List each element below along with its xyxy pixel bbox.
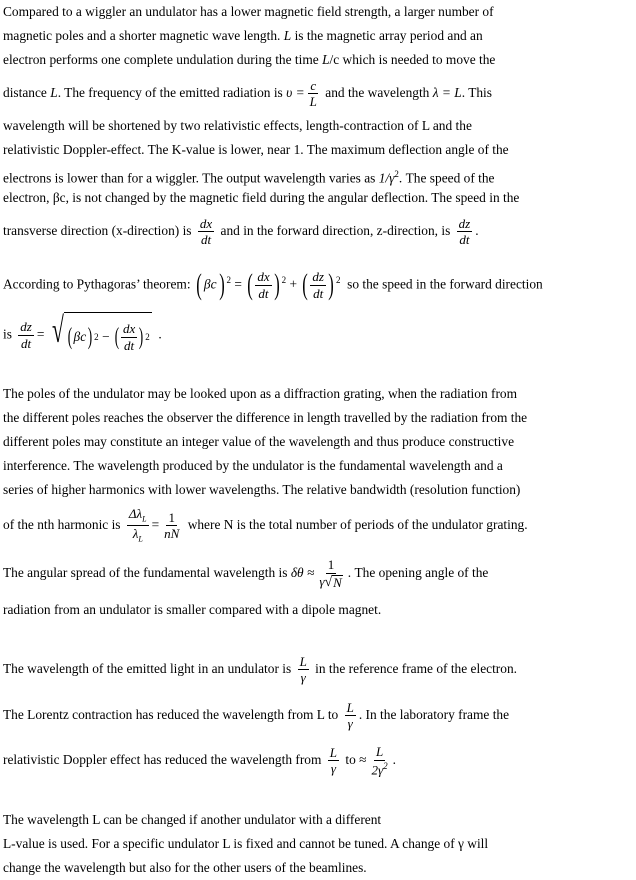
numerator: L (375, 744, 384, 760)
numerator: L (346, 699, 354, 715)
fraction-bandwidth (127, 507, 149, 544)
paren: ) (273, 268, 280, 302)
radical-sign: √ (324, 574, 333, 590)
operator: − (102, 329, 110, 344)
operator: + (289, 276, 298, 292)
operator: = (234, 276, 242, 292)
numerator: c (310, 77, 317, 93)
text-line (3, 482, 520, 498)
denominator: γ (300, 670, 306, 686)
exponent: 2 (226, 275, 232, 285)
text-line (3, 552, 488, 594)
exponent: 2 (94, 332, 99, 342)
text: electron, βc, is not changed by the magnetic field during the angular deflection. The speed in the (3, 190, 520, 205)
text-line (3, 434, 514, 450)
exponent: 2 (281, 275, 287, 285)
text: . In the laboratory frame the (358, 707, 510, 722)
fraction-L-over-2gamma2 (370, 745, 390, 777)
fraction-L-over-gamma (345, 701, 356, 731)
symbol: L (283, 28, 292, 43)
operator: ≈ (359, 752, 367, 767)
text: is the magnetic array period and an (294, 28, 483, 43)
text: distance (3, 85, 47, 100)
exponent: 2 (145, 332, 150, 342)
text: electrons is lower than for a wiggler. The output wavelength varies as (3, 170, 376, 186)
text: radiation from an undulator is smaller compared with a dipole magnet. (3, 602, 382, 617)
text: . The frequency of the emitted radiation is (57, 85, 283, 100)
text-line: is $\frac{dz}{dt}$ = √ ( βc ) 2 − ( $\frac{dx}{dt}$ ) 2 . (3, 312, 162, 359)
text: The angular spread of the fundamental wavelength is (3, 565, 288, 580)
paren: ) (328, 268, 334, 302)
denominator (370, 761, 390, 777)
text: and the wavelength (325, 85, 430, 100)
fraction-dx-dt (255, 270, 271, 300)
text: wavelength will be shortened by two relativistic effects, length-contraction of L and the (3, 118, 472, 133)
fraction-angular-spread (317, 558, 344, 590)
denominator (131, 526, 145, 544)
exponent: 2 (394, 169, 399, 179)
paren: ( (67, 324, 72, 350)
text: magnetic poles and a shorter magnetic wave length. (3, 28, 281, 43)
text: . The speed of the (398, 170, 495, 186)
text: of the nth harmonic is (3, 517, 121, 532)
text-line (3, 52, 495, 68)
symbol: 2γ (371, 762, 384, 778)
numerator: L (299, 653, 307, 669)
paren: ) (218, 268, 225, 302)
paren: ( (114, 324, 120, 350)
radicand: N (333, 575, 342, 591)
text: in the reference frame of the electron. (315, 661, 518, 676)
numerator: 1 (168, 509, 175, 525)
operator: = (36, 326, 45, 342)
denominator: L (309, 94, 317, 110)
square-root (48, 312, 152, 359)
symbol: L (50, 85, 58, 100)
numerator: dx (199, 215, 213, 231)
text-line (3, 190, 519, 206)
symbol: βc (73, 329, 87, 344)
text: the different poles reaches the observer the difference in length travelled by the radiation from the (3, 410, 528, 425)
text: The wavelength of the emitted light in an undulator is (3, 661, 292, 676)
denominator: dt (459, 232, 470, 248)
text-line (3, 28, 483, 44)
text-line (3, 812, 381, 828)
fraction-dz-dt (457, 217, 473, 247)
symbol: λ (132, 526, 139, 542)
text-line (3, 698, 509, 732)
fraction-1-over-nN (162, 511, 181, 541)
fraction-L-over-gamma (328, 746, 339, 776)
text: to (345, 752, 356, 767)
fraction-dz-dt (18, 320, 34, 350)
numerator: 1 (327, 557, 335, 573)
fraction-dz-dt (310, 270, 326, 300)
text-line: transverse direction (x-direction) is $\frac{dx}{dt}$ and in the forward direction, z-direction, is $\frac{dz}{dt}$ . (3, 215, 479, 248)
denominator: nN (164, 526, 180, 542)
radical-sign: √ (51, 310, 64, 350)
text-line (3, 4, 494, 20)
text-line (3, 166, 494, 186)
numerator: dx (122, 320, 136, 336)
text: The Lorentz contraction has reduced the wavelength from L to (3, 707, 339, 722)
text-line (3, 260, 543, 304)
text: Compared to a wiggler an undulator has a lower magnetic field strength, a larger number of (3, 4, 494, 19)
text-line (3, 602, 381, 618)
text: /c which is needed to move the (329, 52, 496, 67)
paren: ( (247, 268, 254, 302)
text: interference. The wavelength produced by the undulator is the fundamental wavelength and a (3, 458, 503, 473)
text-line (3, 78, 492, 109)
text-line (3, 386, 517, 402)
text: . The opening angle of the (347, 565, 489, 580)
text-line (3, 652, 517, 686)
text: change the wavelength but also for the other users of the beamlines. (3, 860, 367, 875)
text: . This (461, 85, 492, 100)
paren: ) (139, 324, 144, 350)
text: According to Pythagoras’ theorem: (3, 276, 191, 292)
numerator: dz (458, 215, 471, 231)
text: is (3, 326, 12, 342)
fraction-L-over-gamma (298, 655, 309, 685)
text: series of higher harmonics with lower wavelengths. The relative bandwidth (resolution function) (3, 482, 521, 497)
text: and in the forward direction, z-direction, is (220, 223, 451, 238)
paren: ) (87, 324, 93, 350)
formula: υ = (286, 85, 305, 100)
denominator: dt (258, 285, 269, 301)
numerator: dz (312, 269, 324, 285)
text: where N is the total number of periods of the undulator grating. (187, 517, 528, 532)
formula: λ = L (432, 85, 462, 100)
symbol: L (322, 52, 330, 67)
denominator: dt (313, 285, 324, 301)
square-root (324, 575, 342, 590)
symbol: βc (203, 276, 217, 292)
text-line (3, 458, 503, 474)
text: relativistic Doppler-effect. The K-value is lower, near 1. The maximum deflection angle of the (3, 142, 509, 157)
denominator: dt (21, 336, 32, 351)
formula: 1/γ (378, 170, 395, 186)
text: different poles may constitute an integer value of the wavelength and thus produce constructive (3, 434, 515, 449)
numerator: L (329, 744, 337, 760)
text: L-value is used. For a specific undulator L is fixed and cannot be tuned. A change of γ will (3, 836, 489, 851)
text-line (3, 142, 509, 158)
symbol: Δλ (128, 506, 143, 522)
text-line (3, 506, 528, 544)
fraction-dx-dt (198, 217, 214, 247)
text: electron performs one complete undulation during the time (3, 52, 319, 67)
text: . (392, 752, 396, 767)
denominator: γ (347, 716, 353, 732)
fraction-c-over-L (308, 79, 319, 109)
numerator: dz (20, 319, 32, 335)
numerator: dx (257, 269, 270, 285)
denominator (317, 574, 344, 590)
fraction-dx-dt (121, 322, 137, 352)
text-line (3, 410, 527, 426)
subscript: L (138, 535, 143, 545)
exponent: 2 (383, 760, 388, 771)
text: so the speed in the forward direction (347, 276, 543, 292)
denominator: dt (200, 232, 212, 248)
text: relativistic Doppler effect has reduced the wavelength from (3, 752, 322, 767)
operator: = (151, 517, 160, 532)
radicand (64, 312, 152, 359)
text-line (3, 118, 472, 134)
paren: ( (196, 268, 202, 302)
text-line (3, 836, 488, 852)
denominator: dt (124, 337, 135, 353)
formula: δθ ≈ (290, 565, 315, 580)
exponent: 2 (335, 275, 341, 285)
symbol: γ (319, 573, 325, 589)
text: transverse direction (x-direction) is (3, 223, 192, 238)
text-line (3, 860, 367, 876)
text: The poles of the undulator may be looked upon as a diffraction grating, when the radiation from (3, 386, 518, 401)
text-line (3, 742, 396, 778)
paren: ( (302, 268, 309, 302)
denominator: γ (330, 761, 336, 777)
subscript: L (142, 515, 147, 525)
numerator (127, 507, 149, 526)
text: The wavelength L can be changed if another undulator with a different (3, 812, 382, 827)
